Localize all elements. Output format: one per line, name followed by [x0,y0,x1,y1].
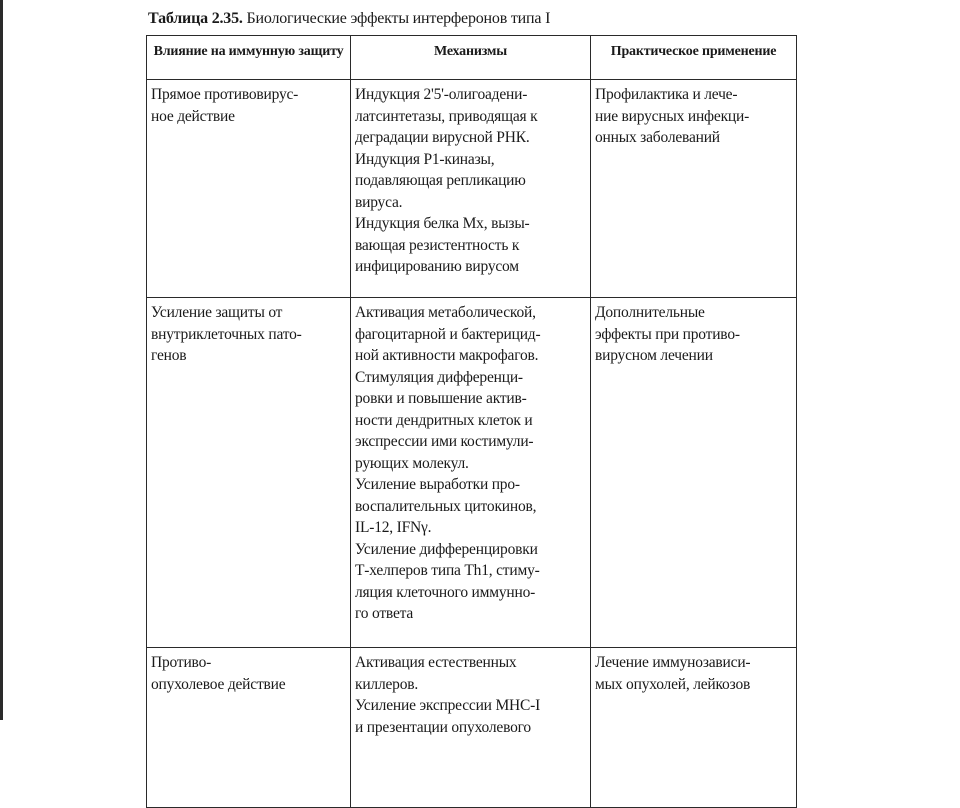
header-line: Влияние на иммунную [153,44,296,59]
table-title: Биологические эффекты интерферонов типа I [246,10,551,27]
header-line: применение [701,44,777,59]
cell-immune-effect [147,80,351,298]
table-container [146,35,798,735]
cell-text-line: воспалительных цитокинов, [355,497,537,515]
cell-text-line: внутриклеточных пато- [151,325,302,343]
table-row [147,298,797,648]
cell-text-line: Усиление защиты от [151,304,283,321]
cell-text-line: онных заболеваний [595,129,720,146]
table-number: Таблица 2.35. [148,10,243,27]
table-row [147,80,797,298]
cell-text-line: Активация естественных [355,654,517,671]
cell-application [591,648,797,808]
table-row [147,648,797,808]
cell-text-line: го ответа [355,605,414,622]
cell-mechanisms [351,648,591,808]
cell-text-line: опухолевое действие [151,675,286,693]
cell-text-line: Активация метаболической, [355,304,536,321]
cell-text-line: Прямое противовирус- [151,86,299,103]
cell-text-line: фагоцитарной и бактерицид- [355,325,541,343]
cell-application [591,80,797,298]
header-line: защиту [298,44,344,59]
cell-text-line: вируса. [355,193,403,211]
cell-text-line: латсинтетазы, приводящая к [355,107,538,125]
cell-text-line: вирусном лечении [595,347,713,364]
table-caption [148,9,550,29]
table-header-row [147,36,797,80]
cell-text-line: Усиление экспрессии МНС-I [355,697,541,714]
cell-text-line: ной активности макрофагов. [355,347,539,364]
cell-text-line: подавляющая репликацию [355,172,526,189]
interferon-effects-table [146,35,797,808]
cell-text-line: Лечение иммунозависи- [595,654,751,671]
cell-text-line: ности дендритных клеток и [355,411,533,429]
cell-application [591,298,797,648]
cell-text-line: Индукция Р1-киназы, [355,150,495,168]
cell-text-line: Стимуляция дифференци- [355,368,523,386]
page-edge-line [0,0,3,720]
cell-text-line: рующих молекул. [355,454,469,472]
header-application [591,36,797,80]
cell-mechanisms [351,298,591,648]
cell-text-line: ляция клеточного иммунно- [355,583,536,601]
cell-text-line: мых опухолей, лейкозов [595,675,751,693]
cell-immune-effect [147,298,351,648]
cell-text-line: киллеров. [355,675,419,693]
cell-text-line: ровки и повышение актив- [355,390,527,407]
cell-text-line: Усиление выработки про- [355,476,520,493]
cell-text-line: Т-хелперов типа Th1, стиму- [355,562,540,579]
cell-text-line: и презентации опухолевого [355,718,531,736]
cell-text-line: деградации вирусной РНК. [355,129,530,146]
cell-text-line: Профилактика и лече- [595,86,738,103]
cell-mechanisms [351,80,591,298]
header-line: Практическое [610,44,699,59]
cell-text-line: инфицированию вирусом [355,258,519,275]
cell-text-line: Дополнительные [595,304,705,321]
cell-text-line: ное действие [151,107,235,125]
cell-text-line: Индукция белка Мх, вызы- [355,215,530,232]
cell-text-line: Усиление дифференцировки [355,540,538,558]
header-immune-effect [147,36,351,80]
cell-text-line: Противо- [151,654,212,671]
header-mechanisms [351,36,591,80]
cell-text-line: эффекты при противо- [595,325,740,343]
cell-text-line: вающая резистентность к [355,236,520,254]
cell-immune-effect [147,648,351,808]
cell-text-line: ние вирусных инфекци- [595,107,750,125]
cell-text-line: IL-12, IFNγ. [355,519,432,536]
cell-text-line: генов [151,347,187,364]
cell-text-line: экспрессии ими костимули- [355,433,534,450]
header-line: Механизмы [433,44,507,59]
cell-text-line: Индукция 2'5'-олигоадени- [355,86,528,103]
